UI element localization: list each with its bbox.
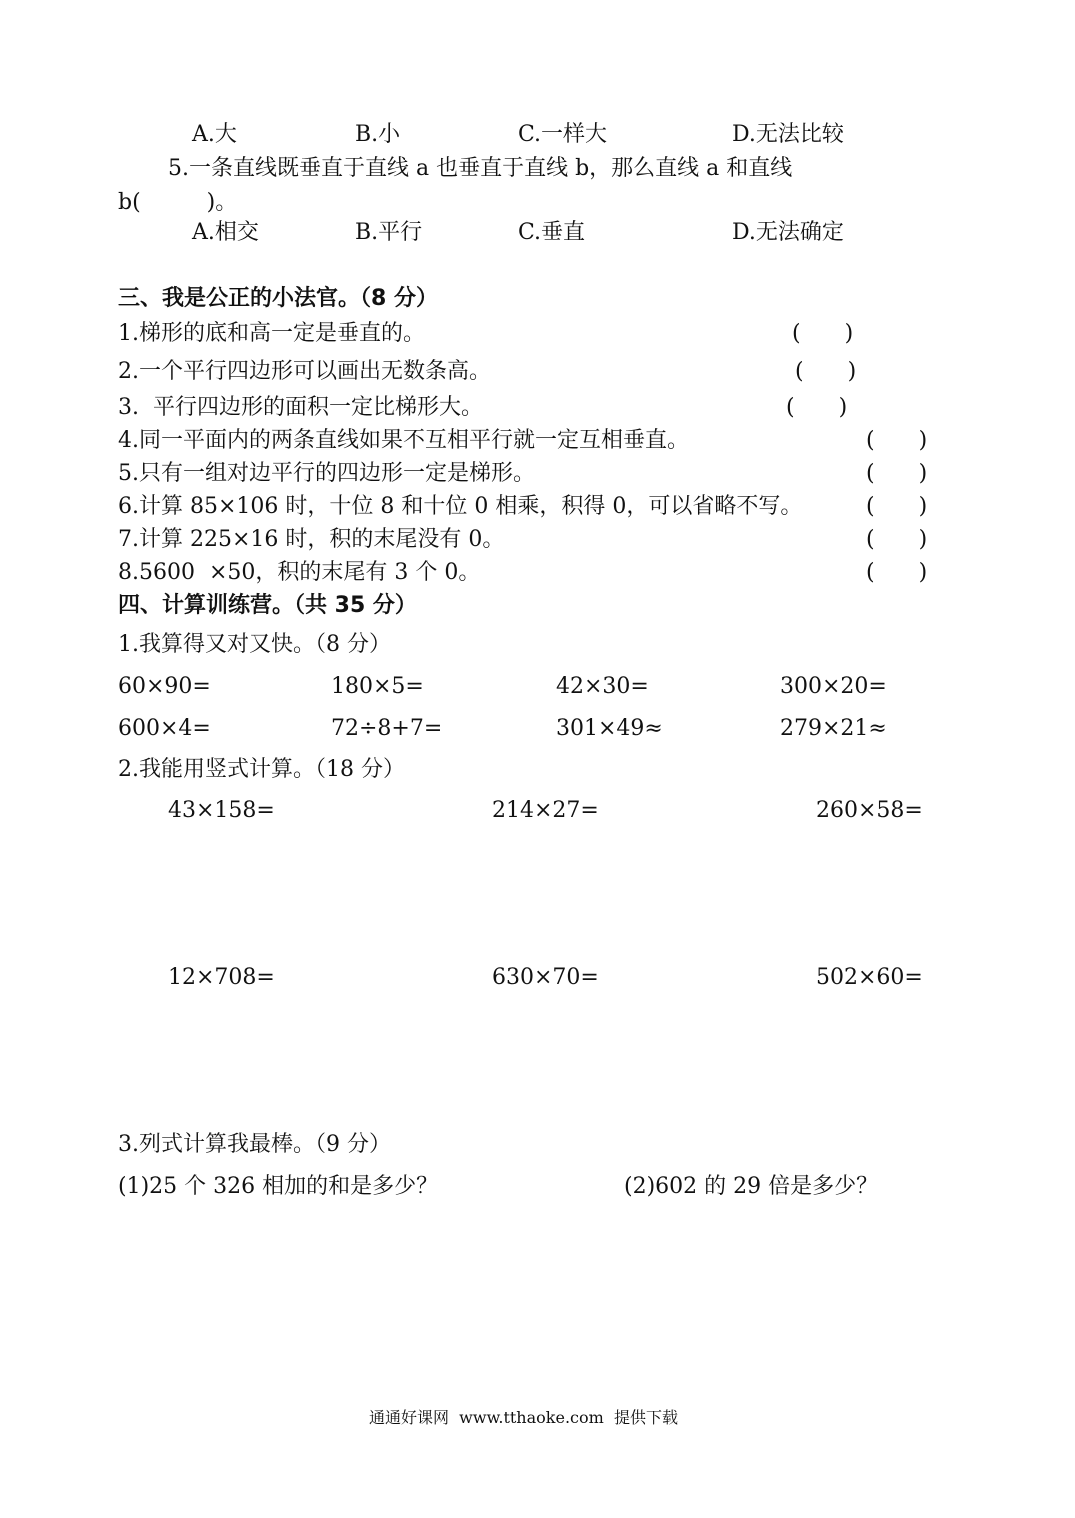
section4-part2-title: 2.我能用竖式计算。（18 分） bbox=[118, 757, 405, 782]
word-problem-2: (2)602 的 29 倍是多少？ bbox=[624, 1174, 879, 1199]
section3-blank-6: ( ) bbox=[866, 494, 928, 519]
word-problem-1: (1)25 个 326 相加的和是多少？ bbox=[118, 1174, 439, 1199]
vertical-calc-3: 260×58= bbox=[816, 798, 923, 823]
q4-option-a: A.大 bbox=[192, 122, 237, 147]
section4-part3-title: 3.列式计算我最棒。（9 分） bbox=[118, 1132, 391, 1157]
footer-text: 通通好课网 www.tthaoke.com 提供下载 bbox=[369, 1408, 678, 1427]
vertical-calc-1: 43×158= bbox=[168, 798, 275, 823]
q5-option-b: B.平行 bbox=[355, 220, 423, 245]
oral-calc-3: 42×30= bbox=[556, 674, 649, 699]
oral-calc-7: 301×49≈ bbox=[556, 716, 663, 741]
q4-option-d: D.无法比较 bbox=[732, 122, 844, 147]
oral-calc-1: 60×90= bbox=[118, 674, 211, 699]
q5-option-d: D.无法确定 bbox=[732, 220, 844, 245]
section3-blank-8: ( ) bbox=[866, 560, 928, 585]
oral-calc-5: 600×4= bbox=[118, 716, 211, 741]
section3-item-7: 7.计算 225×16 时，积的末尾没有 0。 bbox=[118, 527, 505, 552]
q5-text-line2: b( )。 bbox=[118, 190, 238, 215]
section3-blank-5: ( ) bbox=[866, 461, 928, 486]
vertical-calc-6: 502×60= bbox=[816, 965, 923, 990]
q4-option-c: C.一样大 bbox=[518, 122, 608, 147]
section3-blank-3: ( ) bbox=[786, 395, 848, 420]
section3-blank-1: ( ) bbox=[792, 321, 854, 346]
section3-item-8: 8.5600 ×50，积的末尾有 3 个 0。 bbox=[118, 560, 481, 585]
section3-item-6: 6.计算 85×106 时，十位 8 和十位 0 相乘，积得 0，可以省略不写。 bbox=[118, 494, 803, 519]
section4-part1-title: 1.我算得又对又快。（8 分） bbox=[118, 632, 391, 657]
oral-calc-4: 300×20= bbox=[780, 674, 887, 699]
section3-blank-4: ( ) bbox=[866, 428, 928, 453]
section3-title: 三、我是公正的小法官。（8 分） bbox=[118, 286, 438, 311]
q4-option-b: B.小 bbox=[355, 122, 401, 147]
vertical-calc-2: 214×27= bbox=[492, 798, 599, 823]
section3-item-2: 2.一个平行四边形可以画出无数条高。 bbox=[118, 359, 491, 384]
section3-item-3: 3. 平行四边形的面积一定比梯形大。 bbox=[118, 395, 483, 420]
q5-option-c: C.垂直 bbox=[518, 220, 586, 245]
section3-item-4: 4.同一平面内的两条直线如果不互相平行就一定互相垂直。 bbox=[118, 428, 689, 453]
section3-item-1: 1.梯形的底和高一定是垂直的。 bbox=[118, 321, 425, 346]
oral-calc-6: 72÷8+7= bbox=[331, 716, 443, 741]
vertical-calc-5: 630×70= bbox=[492, 965, 599, 990]
vertical-calc-4: 12×708= bbox=[168, 965, 275, 990]
oral-calc-2: 180×5= bbox=[331, 674, 424, 699]
oral-calc-8: 279×21≈ bbox=[780, 716, 887, 741]
section4-title: 四、计算训练营。（共 35 分） bbox=[118, 593, 417, 618]
section3-item-5: 5.只有一组对边平行的四边形一定是梯形。 bbox=[118, 461, 535, 486]
q5-option-a: A.相交 bbox=[192, 220, 259, 245]
section3-blank-7: ( ) bbox=[866, 527, 928, 552]
q5-text-line1: 5.一条直线既垂直于直线 a 也垂直于直线 b，那么直线 a 和直线 bbox=[168, 156, 793, 181]
section3-blank-2: ( ) bbox=[795, 359, 857, 384]
